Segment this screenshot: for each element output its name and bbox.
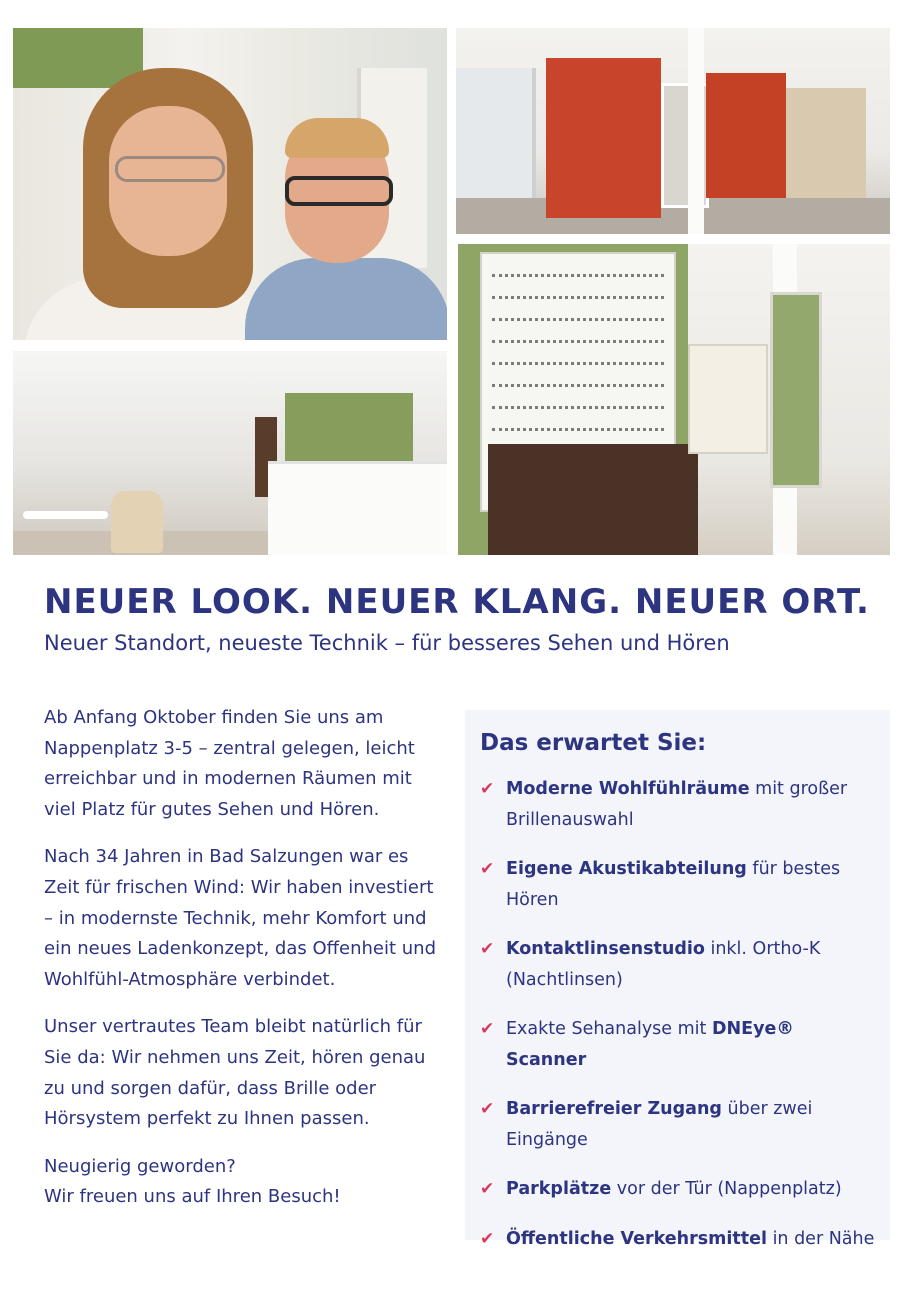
benefit-text-bold: Öffentliche Verkehrsmittel xyxy=(506,1228,767,1249)
benefit-text-bold: Moderne Wohlfühlräume xyxy=(506,779,750,799)
benefit-item xyxy=(480,1014,876,1075)
benefit-item xyxy=(480,934,876,995)
benefit-text xyxy=(506,1224,876,1255)
benefit-item xyxy=(480,1094,876,1155)
benefit-item xyxy=(480,854,876,915)
benefit-text-rest: für bestes Hören xyxy=(506,859,841,910)
benefit-text-bold: Parkplätze xyxy=(506,1179,612,1199)
frame-wall-photo xyxy=(458,244,890,555)
benefit-text-rest: inkl. Ortho-K (Nachtlinsen) xyxy=(506,939,821,990)
benefit-text xyxy=(506,774,876,835)
checkmark-icon: ✔ xyxy=(480,939,495,959)
benefit-item xyxy=(480,1224,876,1255)
benefit-item xyxy=(480,774,876,835)
benefit-text-rest: in der Nähe xyxy=(767,1228,875,1249)
hallway-photo xyxy=(456,28,890,234)
checkmark-icon: ✔ xyxy=(480,1019,495,1039)
checkmark-icon: ✔ xyxy=(480,1179,495,1199)
benefit-text xyxy=(506,1094,876,1155)
benefit-text-rest: mit großer Brillenauswahl xyxy=(506,779,848,830)
intro-paragraph-4 xyxy=(44,1152,446,1213)
checkmark-icon: ✔ xyxy=(480,1228,495,1249)
benefit-text-rest: über zwei Eingänge xyxy=(506,1099,813,1150)
team-photo xyxy=(13,28,447,340)
intro-paragraph-2: Nach 34 Jahren in Bad Salzungen war es Zeit für frischen Wind: Wir haben investiert – in modernste Technik, mehr Komfort und ein neues Ladenkonzept, das Offenheit und Wohlfühl-Atmosphäre verbindet. xyxy=(44,846,437,990)
benefits-title: Das erwartet Sie: xyxy=(480,730,707,756)
benefits-list xyxy=(480,774,876,1254)
reception-photo xyxy=(13,351,447,555)
intro-text xyxy=(44,703,446,1230)
benefit-text-bold: DNEye® Scanner xyxy=(506,1019,794,1070)
intro-question: Neugierig geworden? xyxy=(44,1155,236,1177)
page-headline: NEUER LOOK. NEUER KLANG. NEUER ORT. xyxy=(44,582,870,622)
benefit-text-rest: vor der Tür (Nappenplatz) xyxy=(611,1179,842,1199)
checkmark-icon: ✔ xyxy=(480,1099,495,1119)
benefit-text-pre: Exakte Sehanalyse mit xyxy=(506,1019,712,1039)
benefit-item xyxy=(480,1174,876,1205)
page-subheadline: Neuer Standort, neueste Technik – für besseres Sehen und Hören xyxy=(44,631,730,655)
intro-paragraph-3: Unser vertrautes Team bleibt natürlich für Sie da: Wir nehmen uns Zeit, hören genau zu und sorgen dafür, dass Brille oder Hörsystem perfekt zu Ihnen passen. xyxy=(44,1016,426,1130)
checkmark-icon: ✔ xyxy=(480,779,495,799)
checkmark-icon: ✔ xyxy=(480,859,495,879)
benefits-box xyxy=(465,710,890,1249)
intro-closing: Wir freuen uns auf Ihren Besuch! xyxy=(44,1186,341,1208)
benefit-text-bold: Eigene Akustikabteilung xyxy=(506,859,747,879)
intro-paragraph-1: Ab Anfang Oktober finden Sie uns am Nappenplatz 3-5 – zentral gelegen, leicht erreichbar und in modernen Räumen mit viel Platz für gutes Sehen und Hören. xyxy=(44,707,415,820)
benefit-text xyxy=(506,854,876,915)
benefit-text-bold: Barrierefreier Zugang xyxy=(506,1099,722,1119)
benefit-text xyxy=(506,1014,876,1075)
benefit-text xyxy=(506,934,876,995)
benefit-text-bold: Kontaktlinsenstudio xyxy=(506,939,705,959)
benefit-text xyxy=(506,1174,876,1205)
